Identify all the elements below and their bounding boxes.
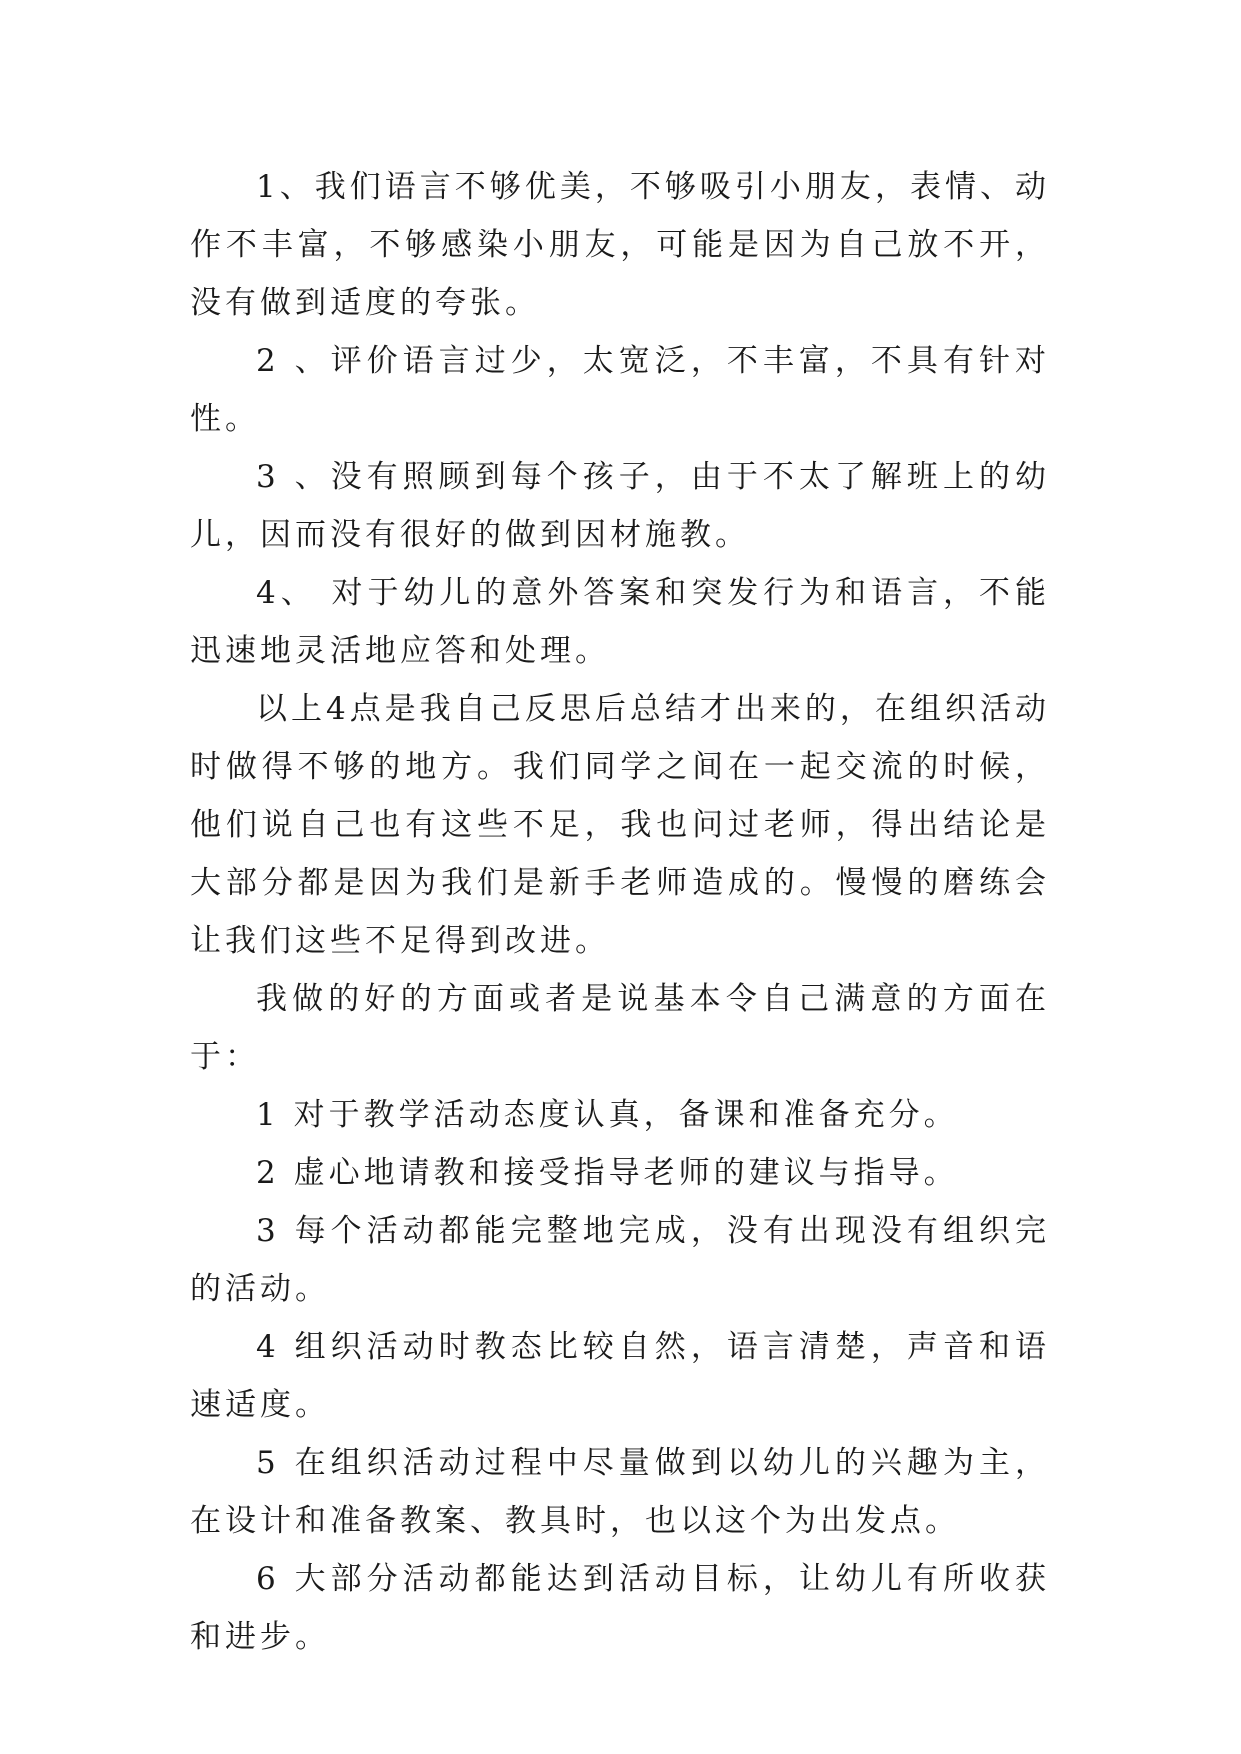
paragraph-strength-1: 1 对于教学活动态度认真，备课和准备充分。 [256, 1097, 959, 1133]
paragraph-strength-2: 2 虚心地请教和接受指导老师的建议与指导。 [256, 1155, 959, 1191]
paragraph-strengths-intro: 我做的好的方面或者是说基本令自己满意的方面在于： [190, 981, 1050, 1075]
paragraph-strength-3: 3 每个活动都能完整地完成，没有出现没有组织完的活动。 [190, 1213, 1050, 1307]
paragraph-summary: 以上4点是我自己反思后总结才出来的，在组织活动时做得不够的地方。我们同学之间在一起交流的时候，他们说自己也有这些不足，我也问过老师，得出结论是大部分都是因为我们是新手老师造成的。慢慢的磨练会让我们这些不足得到改进。 [190, 691, 1050, 959]
paragraph-weakness-4: 4、 对于幼儿的意外答案和突发行为和语言，不能迅速地灵活地应答和处理。 [190, 575, 1050, 669]
paragraph-strength-5: 5 在组织活动过程中尽量做到以幼儿的兴趣为主，在设计和准备教案、教具时，也以这个为出发点。 [190, 1445, 1050, 1539]
paragraph-weakness-3: 3 、没有照顾到每个孩子，由于不太了解班上的幼儿，因而没有很好的做到因材施教。 [190, 459, 1050, 553]
paragraph-strength-6: 6 大部分活动都能达到活动目标，让幼儿有所收获和进步。 [190, 1561, 1050, 1655]
paragraph-strength-4: 4 组织活动时教态比较自然，语言清楚，声音和语速适度。 [190, 1329, 1050, 1423]
document-body [190, 158, 1050, 1666]
paragraph-weakness-1: 1、我们语言不够优美，不够吸引小朋友，表情、动作不丰富，不够感染小朋友，可能是因为自己放不开，没有做到适度的夸张。 [190, 169, 1050, 321]
paragraph-weakness-2: 2 、评价语言过少，太宽泛，不丰富，不具有针对性。 [190, 343, 1050, 437]
